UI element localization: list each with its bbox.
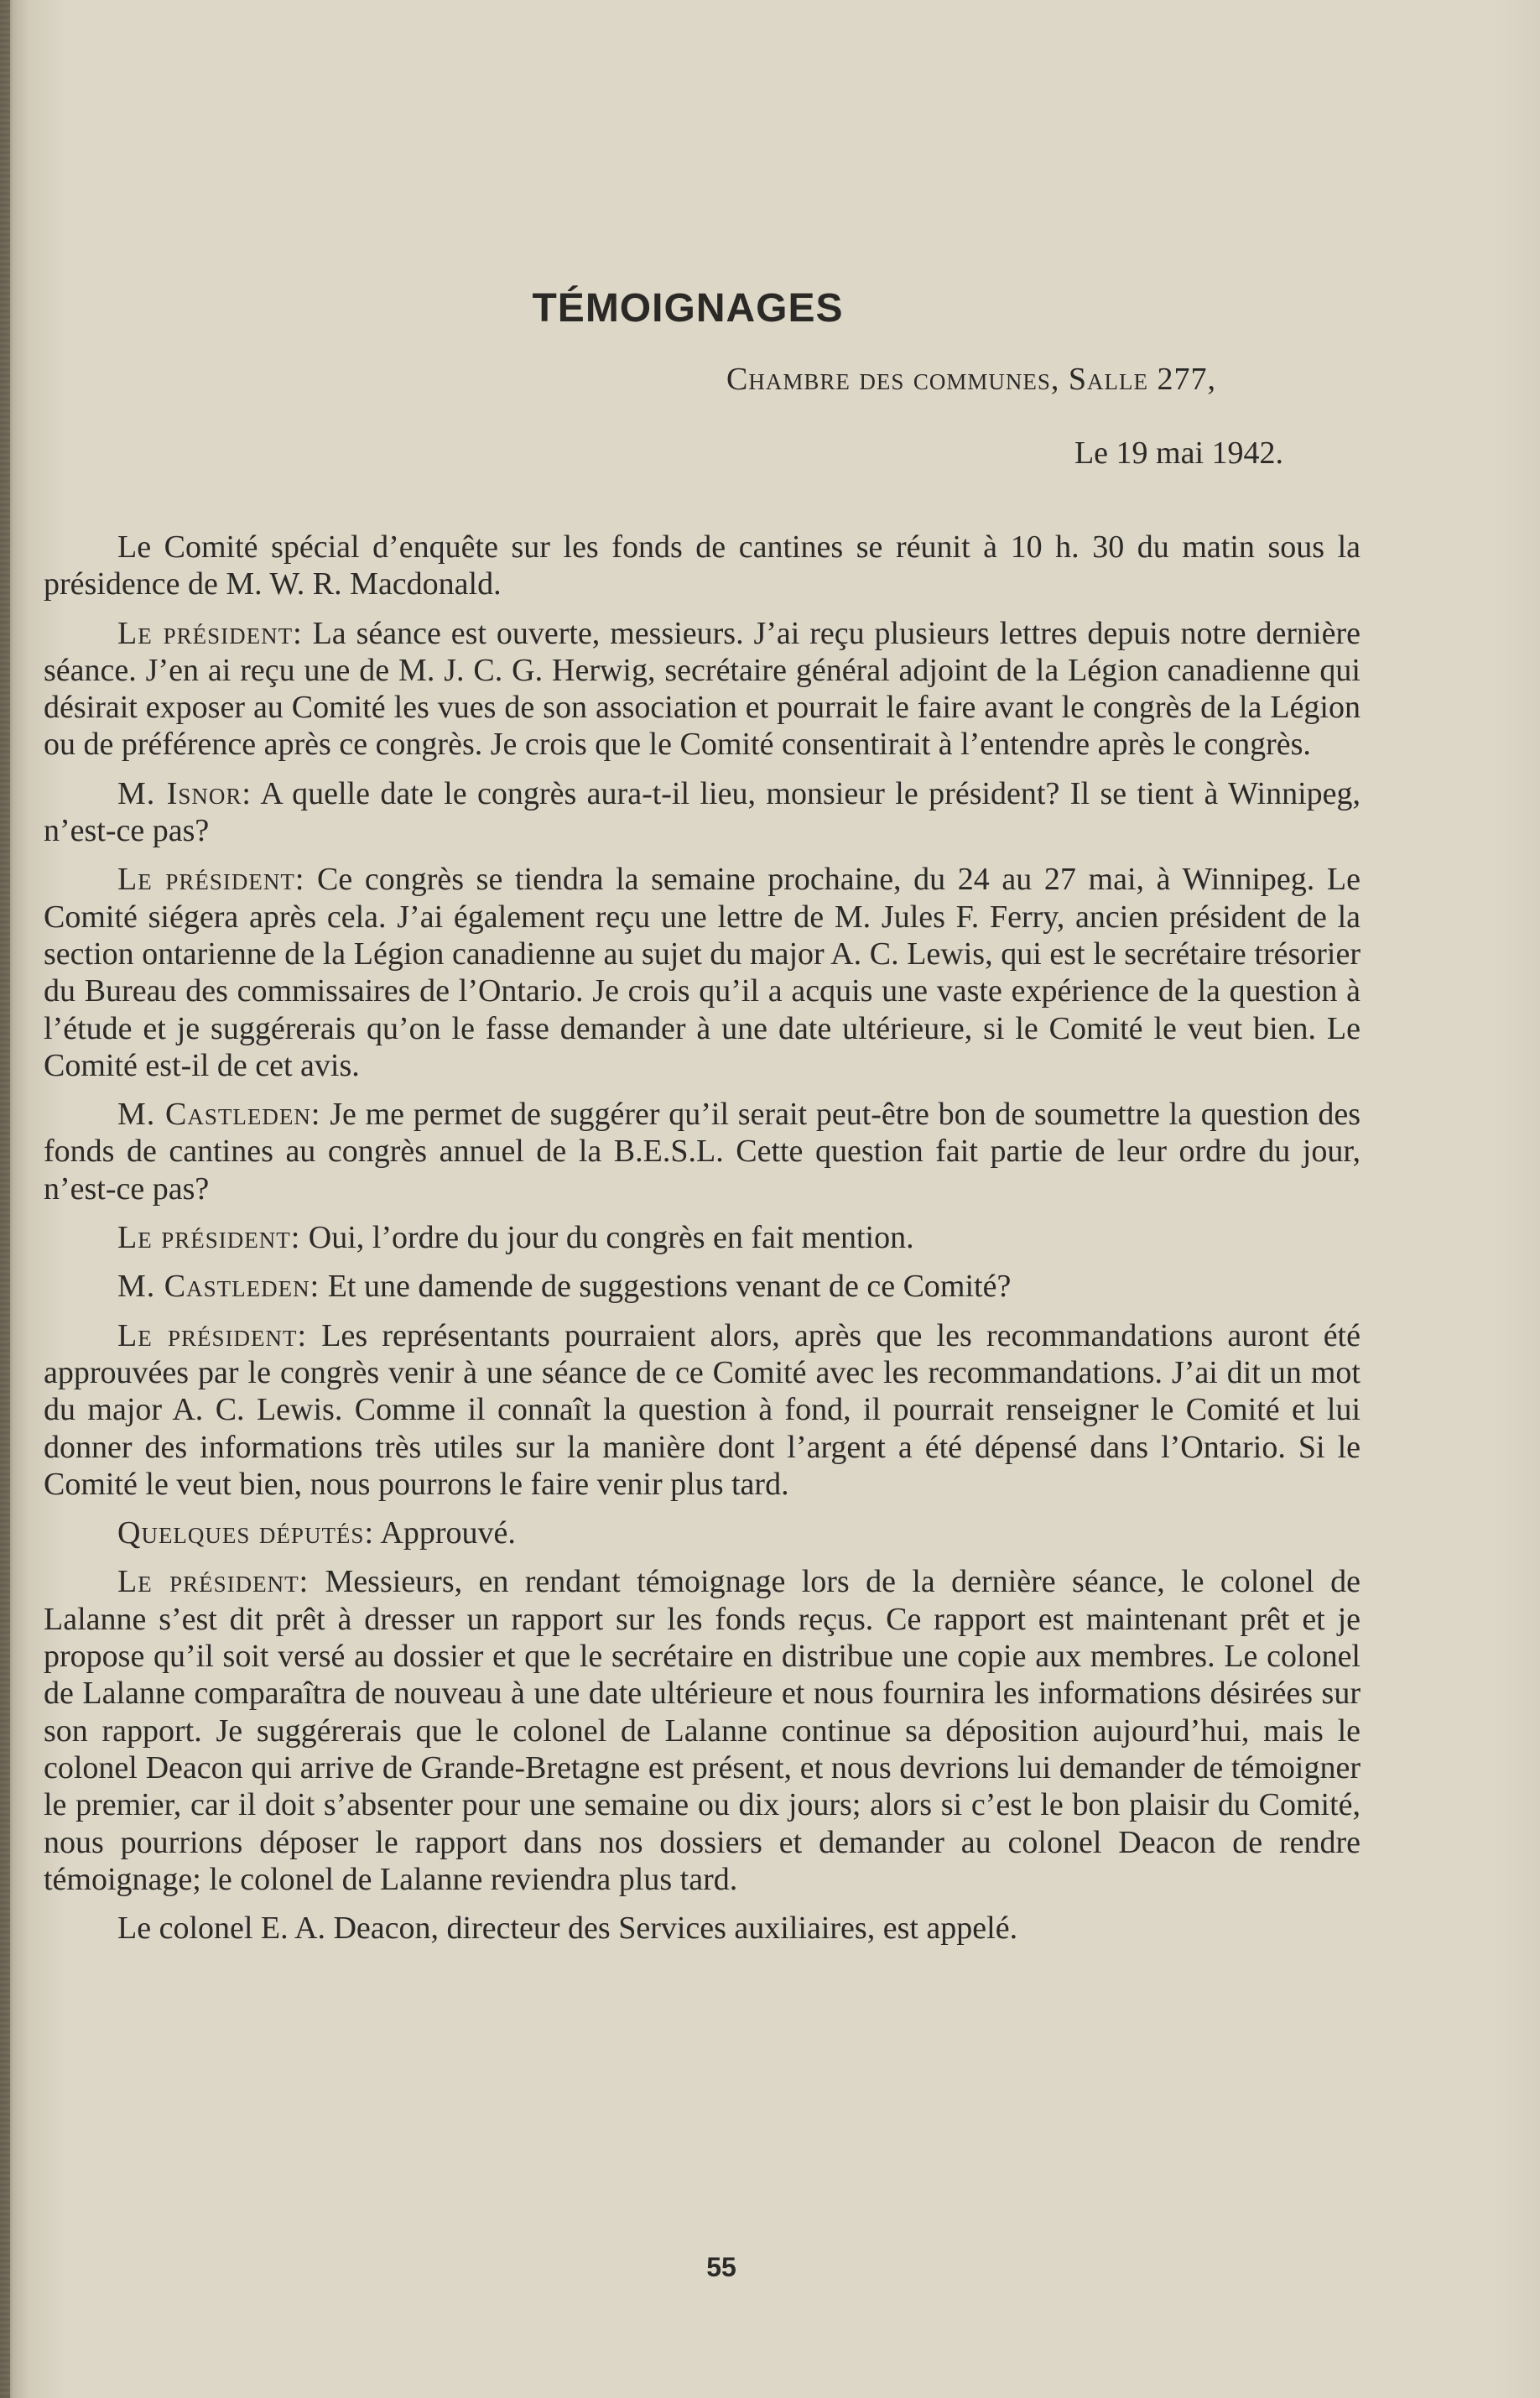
paragraph-5 [44, 1096, 1361, 1207]
speaker-name: Quelques députés: [117, 1515, 374, 1551]
speaker-name: Le président: [117, 1317, 308, 1353]
speaker-name: Le président: [117, 615, 303, 651]
paragraph-text: Approuvé. [374, 1515, 516, 1551]
paragraph-10 [44, 1563, 1361, 1898]
paragraph-text: Ce congrès se tiendra la semaine prochaine, du 24 au 27 mai, à Winnipeg. Le Comité siégera après cela. J’ai également reçu une lettre de M. Jules F. Ferry, ancien président de la section ontarienne de la Légion canadienne au sujet du major A. C. Lewis, qui est le secrétaire trésorier du Bureau des commissaires de l’Ontario. Je crois qu’il a acquis une vaste expérience de la question à l’étude et je suggérerais qu’on le fasse demander à une date ultérieure, si le Comité le veut bien. Le Comité est-il de cet avis. [44, 862, 1361, 1083]
paragraph-9 [44, 1514, 1361, 1551]
speaker-name: M. Isnor: [117, 775, 252, 811]
speaker-name: Le président: [117, 1220, 301, 1256]
paragraph-11 [44, 1910, 1361, 1947]
speaker-name: Le président: [117, 862, 305, 898]
paragraph-8 [44, 1317, 1361, 1503]
paragraph-text: Le colonel E. A. Deacon, directeur des Services auxiliaires, est appelé. [117, 1911, 1018, 1947]
paragraph-3 [44, 775, 1361, 850]
speaker-name: Le président: [117, 1564, 310, 1600]
page-binding-edge [0, 0, 10, 2398]
paragraph-text: Oui, l’ordre du jour du congrès en fait mention. [300, 1220, 914, 1256]
paragraph-text: Et une damende de suggestions venant de ce Comité? [320, 1269, 1012, 1305]
meeting-date: Le 19 mai 1942. [1074, 435, 1283, 471]
page-number: 55 [706, 2252, 736, 2282]
paragraph-text: Le Comité spécial d’enquête sur les fonds de cantines se réunit à 10 h. 30 du matin sous la présidence de M. W. R. Macdonald. [44, 529, 1361, 602]
paragraph-4 [44, 861, 1361, 1084]
paragraph-2 [44, 615, 1361, 764]
speaker-name: M. Castleden: [117, 1269, 320, 1305]
speaker-name: M. Castleden: [117, 1097, 321, 1133]
paragraph-text: Les représentants pourraient alors, après que les recommandations auront été approuvées par le congrès venir à une séance de ce Comité avec les recommandations. J’ai dit un mot du major A. C. Lewis. Comme il connaît la question à fond, il pourrait renseigner le Comité et lui donner des informations très utiles sur la manière dont l’argent a été dépensé dans l’Ontario. Si le Comité le veut bien, nous pourrons le faire venir plus tard. [44, 1317, 1361, 1502]
paragraph-text: Je me permet de suggérer qu’il serait peut-être bon de soumettre la question des fonds de cantines au congrès annuel de la B.E.S.L. Cette question fait partie de leur ordre du jour, n’est-ce pas? [44, 1097, 1361, 1207]
document-body [44, 529, 1361, 1958]
paragraph-6 [44, 1219, 1361, 1256]
document-title: TÉMOIGNAGES [532, 286, 844, 331]
paragraph-text: La séance est ouverte, messieurs. J’ai reçu plusieurs lettres depuis notre dernière séance. J’en ai reçu une de M. J. C. G. Herwig, secrétaire général adjoint de la Légion canadienne qui désirait exposer au Comité les vues de son association et pourrait le faire avant le congrès de la Légion ou de préférence après ce congrès. Je crois que le Comité consentirait à l’entendre après le congrès. [44, 615, 1361, 763]
paragraph-1 [44, 529, 1361, 603]
paragraph-text: A quelle date le congrès aura-t-il lieu, monsieur le président? Il se tient à Winnipeg, n’est-ce pas? [44, 775, 1361, 849]
paragraph-7 [44, 1268, 1361, 1305]
paragraph-text: Messieurs, en rendant témoignage lors de la dernière séance, le colonel de Lalanne s’est dit prêt à dresser un rapport sur les fonds reçus. Ce rapport est maintenant prêt et je propose qu’il soit versé au dossier et que le secrétaire en distribue une copie aux membres. Le colonel de Lalanne comparaîtra de nouveau à une date ultérieure et nous fournira les informations désirées sur son rapport. Je suggérerais que le colonel de Lalanne continue sa déposition aujourd’hui, mais le colonel Deacon qui arrive de Grande-Bretagne est présent, et nous devrions lui demander de témoigner le premier, car il doit s’absenter pour une semaine ou dix jours; alors si c’est le bon plaisir du Comité, nous pourrions déposer le rapport dans nos dossiers et demander au colonel Deacon de rendre témoignage; le colonel de Lalanne reviendra plus tard. [44, 1564, 1361, 1897]
meeting-location: Chambre des communes, Salle 277, [726, 362, 1216, 397]
